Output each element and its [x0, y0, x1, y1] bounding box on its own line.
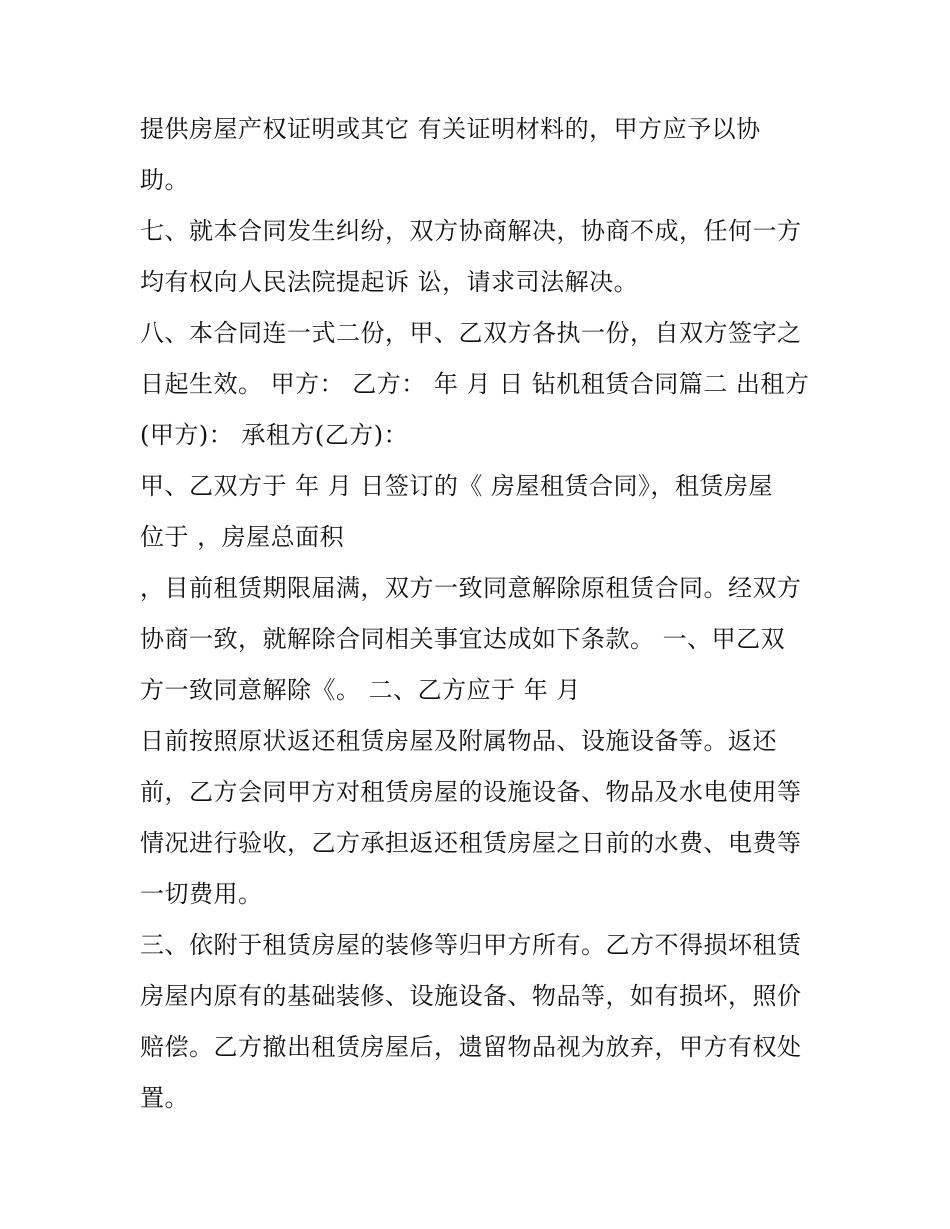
text-line: (甲方)： 承租方(乙方)： [140, 421, 409, 449]
text-line: 协商一致，就解除合同相关事宜达成如下条款。 一、甲乙双 [140, 625, 786, 653]
document-body [140, 104, 820, 1124]
text-line: 置。 [140, 1084, 189, 1112]
text-line: 八、本合同连一式二份，甲、乙双方各执一份，自双方签字之 [140, 319, 802, 347]
text-line: 赔偿。乙方撤出租赁房屋后，遗留物品视为放弃，甲方有权处 [140, 1033, 802, 1061]
text-line: 情况进行验收，乙方承担返还租赁房屋之日前的水费、电费等 [140, 829, 802, 857]
text-line: 日前按照原状返还租赁房屋及附属物品、设施设备等。返还 [140, 727, 777, 755]
text-line: 位于 ，房屋总面积 [140, 523, 345, 551]
text-line: ，目前租赁期限届满，双方一致同意解除原租赁合同。经双方 [140, 574, 802, 602]
text-line: 方一致同意解除《。 二、乙方应于 年 月 [140, 676, 581, 704]
text-line: 七、就本合同发生纠纷，双方协商解决，协商不成，任何一方 [140, 217, 802, 245]
text-line: 均有权向人民法院提起诉 讼，请求司法解决。 [140, 268, 639, 296]
text-line: 提供房屋产权证明或其它 有关证明材料的，甲方应予以协 [140, 115, 761, 143]
text-line: 前，乙方会同甲方对租赁房屋的设施设备、物品及水电使用等 [140, 778, 802, 806]
text-line: 一切费用。 [140, 880, 263, 908]
text-line: 房屋内原有的基础装修、设施设备、物品等，如有损坏，照价 [140, 982, 802, 1010]
text-line: 三、依附于租赁房屋的装修等归甲方所有。乙方不得损坏租赁 [140, 931, 802, 959]
text-line: 助。 [140, 166, 189, 194]
text-line: 甲、乙双方于 年 月 日签订的《 房屋租赁合同》，租赁房屋 [140, 472, 774, 500]
text-line: 日起生效。 甲方： 乙方： 年 月 日 钻机租赁合同篇二 出租方 [140, 370, 810, 398]
